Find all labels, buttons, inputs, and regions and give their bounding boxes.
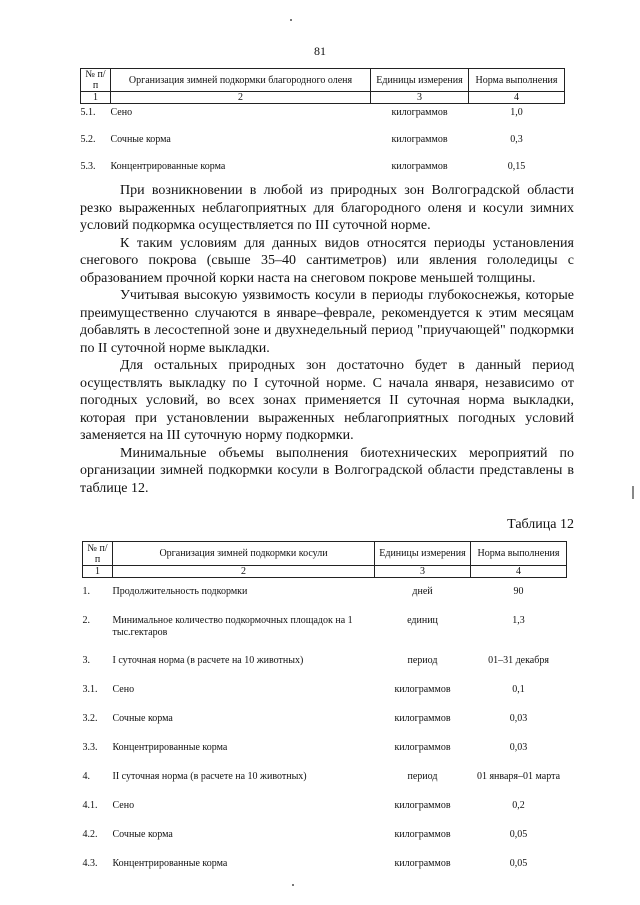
row-name: Сено	[110, 107, 133, 118]
row-name: I суточная норма (в расчете на 10 животных)	[112, 655, 304, 666]
row-name: Сочные корма	[112, 713, 173, 724]
page-number: 81	[314, 44, 326, 58]
table-row	[83, 611, 567, 651]
column-number: 4	[469, 92, 565, 104]
row-unit: дней	[412, 586, 433, 597]
row-name: Сочные корма	[110, 134, 171, 145]
row-unit: период	[407, 771, 438, 782]
row-unit: килограммов	[391, 161, 448, 172]
row-norm: 1,0	[510, 107, 523, 118]
row-unit: период	[407, 655, 438, 666]
table-row	[81, 129, 565, 156]
row-unit: килограммов	[391, 134, 448, 145]
column-number: 2	[113, 566, 375, 578]
row-number: 4.3.	[82, 858, 98, 869]
paragraph: Для остальных природных зон достаточно будет в данный период осуществлять выкладку по I суточной норме. С начала января, независимо от погодных условий, во всех зонах применяется II суточная норма выкладки, которая при установлении выраженных неблагоприятных погодных условий заменяется на III суточную норму подкормки.	[80, 358, 574, 443]
column-header: Организация зимней подкормки благородного оленя	[111, 69, 371, 92]
feeding-table-roe-deer	[82, 541, 567, 883]
column-number-row	[83, 566, 567, 578]
table-row	[83, 578, 567, 612]
row-unit: килограммов	[394, 829, 451, 840]
table-row	[83, 854, 567, 883]
column-header: Норма выполнения	[471, 542, 567, 566]
table-row	[81, 156, 565, 183]
row-norm: 01–31 декабря	[488, 655, 549, 666]
row-number: 3.2.	[82, 713, 98, 724]
column-number: 3	[375, 566, 471, 578]
column-header: № п/п	[83, 542, 113, 566]
row-unit: килограммов	[394, 800, 451, 811]
row-number: 1.	[82, 586, 90, 597]
table-row	[83, 738, 567, 767]
table-caption: Таблица 12	[507, 517, 574, 532]
column-header: Единицы измерения	[375, 542, 471, 566]
row-name: Продолжительность подкормки	[112, 586, 248, 597]
row-norm: 0,03	[509, 713, 528, 724]
paragraph: Минимальные объемы выполнения биотехнических мероприятий по организации зимней подкормки косули в Волгоградской области представлены в таблице 12.	[80, 445, 574, 496]
row-number: 3.	[82, 655, 90, 666]
column-number: 1	[83, 566, 113, 578]
column-number: 2	[111, 92, 371, 104]
column-header: № п/п	[81, 69, 111, 92]
paragraph: К таким условиям для данных видов относятся периоды установления снегового покрова (свыше 35–40 сантиметров) или явления гололедицы с образованием прочной корки наста на снеговом покрове меньшей толщины.	[80, 235, 574, 286]
table-row	[83, 825, 567, 854]
row-norm: 0,2	[512, 800, 525, 811]
row-number: 5.3.	[80, 161, 96, 172]
table-row	[81, 104, 565, 130]
column-header: Единицы измерения	[371, 69, 469, 92]
row-name: Минимальное количество подкормочных площадок на 1 тыс.гектаров	[112, 615, 353, 638]
column-header: Норма выполнения	[469, 69, 565, 92]
table-row	[83, 680, 567, 709]
row-name: Концентрированные корма	[110, 161, 226, 172]
row-norm: 0,1	[512, 684, 525, 695]
feeding-table-red-deer	[80, 68, 565, 183]
column-number: 4	[471, 566, 567, 578]
table-row	[83, 709, 567, 738]
body-text	[80, 182, 574, 497]
table-row	[83, 767, 567, 796]
scan-dot-bottom	[292, 884, 294, 886]
row-number: 3.1.	[82, 684, 98, 695]
table-header-row	[83, 542, 567, 566]
table-row	[83, 796, 567, 825]
table-header-row	[81, 69, 565, 92]
column-header: Организация зимней подкормки косули	[113, 542, 375, 566]
row-norm: 1,3	[512, 615, 525, 626]
row-name: Сочные корма	[112, 829, 173, 840]
row-number: 4.	[82, 771, 90, 782]
scan-edge-mark	[632, 486, 634, 499]
row-unit: килограммов	[394, 713, 451, 724]
row-name: Сено	[112, 684, 135, 695]
row-name: Концентрированные корма	[112, 858, 228, 869]
row-norm: 90	[513, 586, 524, 597]
row-number: 4.1.	[82, 800, 98, 811]
row-norm: 01 января–01 марта	[476, 771, 561, 782]
column-number: 1	[81, 92, 111, 104]
row-norm: 0,3	[510, 134, 523, 145]
row-unit: единиц	[407, 615, 438, 626]
row-norm: 0,05	[509, 829, 528, 840]
scan-dot-top	[290, 19, 292, 21]
row-norm: 0,15	[507, 161, 526, 172]
paragraph: При возникновении в любой из природных зон Волгоградской области резко выраженных неблагоприятных для благородного оленя и косули зимних условий подкормка осуществляется по III суточной норме.	[80, 183, 574, 233]
row-number: 2.	[82, 615, 90, 626]
row-name: II суточная норма (в расчете на 10 животных)	[112, 771, 307, 782]
column-number: 3	[371, 92, 469, 104]
paragraph: Учитывая высокую уязвимость косули в периоды глубокоснежья, которые преимущественно случаются в январе–феврале, рекомендуется к этим месяцам добавлять в лесостепной зоне и двухнедельный период "приучающей" подкормки по II суточной норме выкладки.	[80, 288, 574, 356]
row-norm: 0,05	[509, 858, 528, 869]
row-number: 4.2.	[82, 829, 98, 840]
row-number: 3.3.	[82, 742, 98, 753]
row-unit: килограммов	[394, 684, 451, 695]
row-name: Сено	[112, 800, 135, 811]
row-name: Концентрированные корма	[112, 742, 228, 753]
row-number: 5.1.	[80, 107, 96, 118]
row-unit: килограммов	[394, 858, 451, 869]
row-unit: килограммов	[394, 742, 451, 753]
table-row	[83, 651, 567, 680]
column-number-row	[81, 92, 565, 104]
row-norm: 0,03	[509, 742, 528, 753]
row-unit: килограммов	[391, 107, 448, 118]
row-number: 5.2.	[80, 134, 96, 145]
